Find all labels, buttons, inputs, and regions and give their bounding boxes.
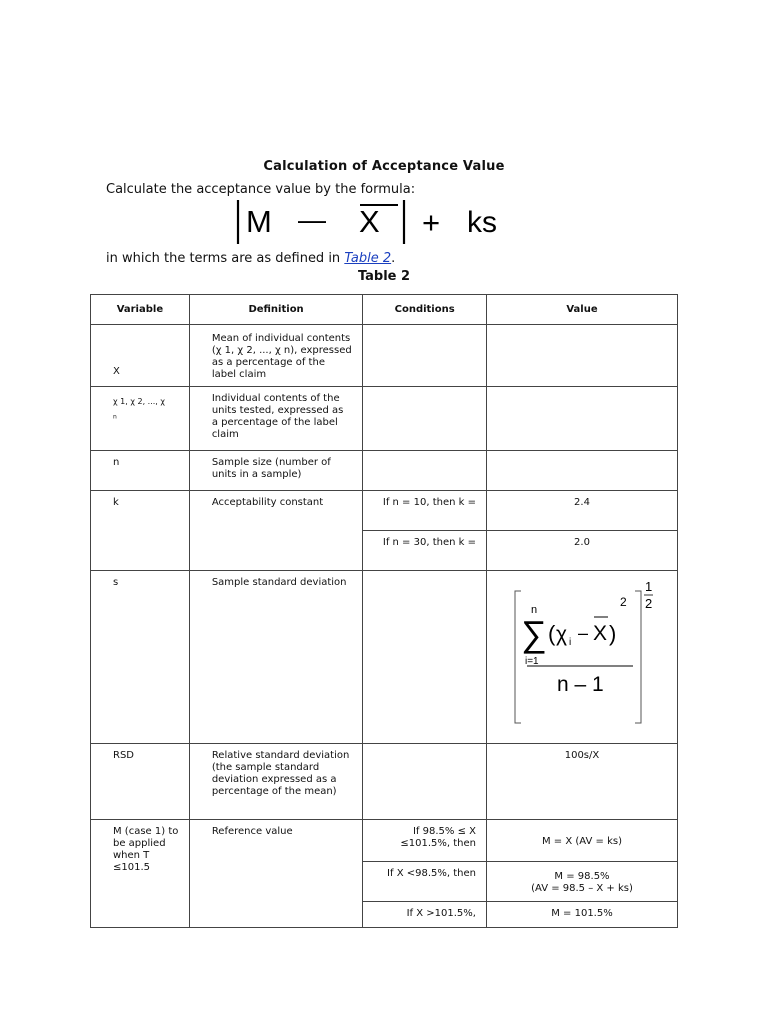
cell-conditions: If X >101.5%,: [363, 902, 487, 928]
chi-symbols: χ 1, χ 2, ..., χ: [113, 397, 166, 406]
header-value: Value: [486, 295, 677, 325]
cell-conditions: [363, 451, 487, 491]
cell-definition: Sample size (number of units in a sample): [189, 451, 363, 491]
cell-value: 2.4: [486, 491, 677, 531]
table-row: [91, 820, 678, 862]
header-variable: Variable: [91, 295, 190, 325]
exp-one: 1: [644, 579, 653, 594]
chi-symbol: χ: [555, 623, 568, 646]
cell-definition: Reference value: [189, 820, 363, 928]
cell-conditions: [363, 571, 487, 744]
table-row: [91, 571, 678, 744]
cell-variable: M (case 1) to be applied when T ≤101.5: [91, 820, 190, 928]
value-line-2: (AV = 98.5 – X + ks): [531, 882, 633, 894]
bracket-left: [515, 591, 521, 723]
formula-ks: ks: [467, 206, 497, 239]
cell-variable: s: [91, 571, 190, 744]
sum-sigma: ∑: [520, 613, 547, 654]
cell-variable: RSD: [91, 744, 190, 820]
square-exp: 2: [619, 595, 627, 609]
cell-variable: n: [91, 451, 190, 491]
cell-value: [486, 325, 677, 387]
cell-value: [486, 862, 677, 902]
acceptance-table: [90, 294, 678, 928]
cell-conditions: If n = 30, then k =: [363, 531, 487, 571]
cell-value: [486, 387, 677, 451]
cell-value: M = 101.5%: [486, 902, 677, 928]
mean-x: X: [592, 622, 607, 645]
cell-conditions: [363, 325, 487, 387]
table-row: [91, 451, 678, 491]
cell-value: M = X (AV = ks): [486, 820, 677, 862]
chi-index: i: [568, 637, 572, 648]
cell-conditions: If n = 10, then k =: [363, 491, 487, 531]
cell-definition: Acceptability constant: [189, 491, 363, 571]
bracket-right: [635, 591, 641, 723]
paren-close: ): [608, 621, 617, 646]
table-2-link[interactable]: Table 2: [344, 251, 392, 266]
sum-lower: i=1: [524, 656, 539, 667]
cell-definition: Individual contents of the units tested, expressed as a percentage of the label claim: [189, 387, 363, 451]
table-row: [91, 325, 678, 387]
terms-suffix: .: [391, 251, 396, 266]
cell-definition: Sample standard deviation: [189, 571, 363, 744]
formula-plus: +: [422, 205, 441, 240]
page-title: Calculation of Acceptance Value: [263, 159, 505, 174]
cell-conditions: [363, 744, 487, 820]
cell-conditions: If X <98.5%, then: [363, 862, 487, 902]
cell-conditions: [363, 387, 487, 451]
cell-value: 100s/X: [486, 744, 677, 820]
chi-subscript: n: [113, 413, 117, 421]
cell-variable: [91, 387, 190, 451]
cell-value: 2.0: [486, 531, 677, 571]
table-row: [91, 387, 678, 451]
cell-definition: Relative standard deviation (the sample standard deviation expressed as a percentage of the mean): [189, 744, 363, 820]
cell-definition: Mean of individual contents (χ 1, χ 2, ..., χ n), expressed as a percentage of the label claim: [189, 325, 363, 387]
acceptance-formula: [232, 196, 542, 248]
cell-variable: X: [91, 325, 190, 387]
formula-m: M: [246, 204, 272, 239]
denominator: n – 1: [556, 673, 604, 696]
terms-prefix: in which the terms are as defined in: [106, 251, 345, 266]
cell-value: [486, 451, 677, 491]
inner-minus: –: [577, 623, 588, 643]
intro-text: Calculate the acceptance value by the formula:: [106, 182, 416, 197]
terms-sentence: [106, 251, 395, 266]
cell-variable: k: [91, 491, 190, 571]
table-row: [91, 491, 678, 531]
cell-value: [486, 571, 677, 744]
cell-conditions: If 98.5% ≤ X ≤101.5%, then: [363, 820, 487, 862]
exp-two: 2: [644, 596, 653, 611]
std-dev-formula: [487, 571, 677, 739]
value-line-1: M = 98.5%: [554, 870, 610, 882]
table-header-row: [91, 295, 678, 325]
formula-minus: —: [298, 204, 326, 235]
header-conditions: Conditions: [363, 295, 487, 325]
formula-x: X: [359, 204, 380, 239]
header-definition: Definition: [189, 295, 363, 325]
paren-open: (: [547, 621, 556, 646]
table-row: [91, 744, 678, 820]
sum-upper: n: [530, 604, 538, 616]
table-label: Table 2: [357, 269, 411, 284]
